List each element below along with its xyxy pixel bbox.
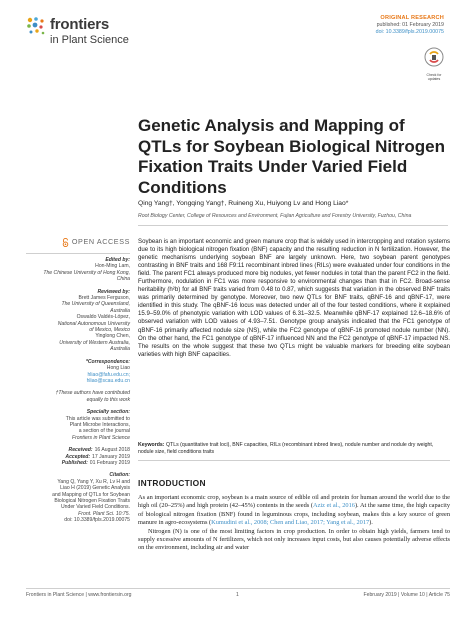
email-link[interactable]: hliao@scau.edu.cn <box>86 377 130 384</box>
specialty-line: This article was submitted to <box>65 415 130 422</box>
dates <box>26 447 130 466</box>
email-link[interactable]: hliao@fafu.edu.cn; <box>87 371 130 378</box>
reviewed-by <box>26 289 130 353</box>
received-label: Received: <box>68 447 93 454</box>
editor-name: Hon-Ming Lam, <box>95 263 130 270</box>
published-label: Published: <box>61 459 88 466</box>
edited-by-heading: Edited by: <box>105 257 130 263</box>
divider <box>138 225 448 226</box>
citation-line: Liao H (2019) Genetic Analysis <box>60 485 130 492</box>
reviewer-country: Australia <box>110 307 130 314</box>
check-updates-label: Check for updates <box>426 73 442 81</box>
open-access-label: OPEN ACCESS <box>71 237 130 247</box>
article-sidebar <box>26 238 130 530</box>
doi-link[interactable]: doi: 10.3389/fpls.2019.00075 <box>375 29 444 35</box>
divider <box>26 588 450 589</box>
reviewer-name: Brett James Ferguson, <box>78 295 130 302</box>
open-lock-icon <box>62 238 69 247</box>
citation-heading: Citation: <box>109 472 130 479</box>
text-run: ). <box>369 519 373 527</box>
citation-line: and Mapping of QTLs for Soybean <box>52 491 130 498</box>
equal-contribution-note <box>26 390 130 403</box>
keywords-list: QTLs (quantitative trait loci), BNF capacities, RILs (recombinant inbred lines), nodule number and nodule dry weight, nodule size, field conditions traits <box>138 442 434 455</box>
published-date: 01 February 2019 <box>89 459 130 466</box>
citation-line: Under Varied Field Conditions. <box>61 504 130 511</box>
note-line: equally to this work <box>86 396 130 403</box>
specialty-line: Plant Microbe Interactions, <box>69 421 130 428</box>
keywords-label: Keywords: <box>138 442 165 448</box>
journal-logo[interactable] <box>26 14 206 54</box>
affiliation: Root Biology Center, College of Resources and Environment, Fujian Agriculture and Forestry University, Fuzhou, China <box>138 213 412 219</box>
divider <box>26 253 130 254</box>
footer-issue-info: February 2019 | Volume 10 | Article 75 <box>363 592 450 598</box>
edited-by <box>26 257 130 283</box>
article-meta <box>376 15 444 36</box>
corresponding-author: Hong Liao <box>106 365 130 372</box>
paragraph: Nitrogen (N) is one of the most limiting factors in crop production. In order to obtain high yields, farmers tend to supply excessive amounts of N fertilizers, which not only increases input costs, but also causes potentially adverse effects on the environment, including air and water <box>138 527 450 552</box>
reviewer-affiliation: The University of Queensland, <box>61 301 130 308</box>
specialty-section <box>26 409 130 441</box>
editor-country: China <box>116 276 130 283</box>
citation-line: Biological Nitrogen Fixation Traits <box>54 498 130 504</box>
accepted-date: 17 January 2019 <box>92 453 130 460</box>
citation-line: Yang Q, Yang Y, Xu R, Lv H and <box>57 478 130 485</box>
check-updates-icon <box>424 47 444 67</box>
journal-name: in Plant Science <box>50 34 129 46</box>
page-number: 1 <box>236 592 239 598</box>
reviewer-country: Australia <box>110 346 130 353</box>
published-row <box>26 460 130 466</box>
citation-line: doi: 10.3389/fpls.2019.00075 <box>64 517 130 524</box>
reviewed-by-heading: Reviewed by: <box>97 288 130 295</box>
citation-line: Front. Plant Sci. 10:75. <box>78 510 130 517</box>
brand-name: frontiers <box>50 16 110 33</box>
text-run: ). At the same time, the high capacity of biological nitrogen fixation (BNF) found in leguminous crops, including soybean, makes this a key source of green manure in agro-ecosystems ( <box>138 502 450 527</box>
divider <box>138 460 450 461</box>
author-list[interactable]: Qing Yang†, Yongqing Yang†, Ruineng Xu, Huiyong Lv and Hong Liao* <box>138 200 349 207</box>
article-title: Genetic Analysis and Mapping of QTLs for Soybean Biological Nitrogen Fixation Traits Under Varied Field Conditions <box>138 116 445 197</box>
specialty-line: a section of the journal <box>78 428 130 435</box>
specialty-heading: Specialty section: <box>86 409 130 416</box>
introduction-body <box>138 494 450 553</box>
note-line: †These authors have contributed <box>55 390 130 397</box>
received-date: 16 August 2018 <box>94 447 130 454</box>
specialty-line: Frontiers in Plant Science <box>71 434 130 441</box>
reviewer-name: Oswaldo Valdés-López, <box>76 314 130 321</box>
accepted-label: Accepted: <box>65 453 91 460</box>
reviewer-name: Yinglong Chen, <box>95 333 130 340</box>
citation <box>26 472 130 523</box>
paragraph <box>138 494 450 528</box>
reviewer-affiliation: University of Western Australia, <box>59 339 130 346</box>
citation-link[interactable]: Aziz et al., 2016 <box>312 502 355 510</box>
check-updates-button[interactable] <box>422 47 446 81</box>
abstract: Soybean is an important economic and green manure crop that is widely used in intercropping and rotation systems due to its high biological nitrogen fixation (BNF) capacity and the resulting reduction in N fertilization. However, the genetic mechanisms underlying soybean BNF are largely unknown. Here, two soybean parent genotypes contrasting in BNF traits and 168 F9:11 recombinant inbred lines (RILs) were evaluated under four conditions in the field. The parent FC1 always produced more big nodules, yet fewer nodules in total than the parent FC2 in the field. Furthermore, nodulation in FC1 was more responsive to environmental changes than that in FC2. Broad-sense heritability (h²b) for all BNF traits varied from 0.48 to 0.87, which suggests that variation in the observed BNF traits was primarily determined by genotype. Moreover, two new QTLs for BNF traits, qBNF-16 and qBNF-17, were identified in this study. The qBNF-16 locus was detected under all of the four tested conditions, where it explained 15.9–59.0% of phenotypic variation with LOD values of 6.31–32.5. Meanwhile qBNF-17 explained 12.6–18.6% of observed variation with LOD values of 4.93–7.51. Genotype group analysis indicated that the FC1 genotype of qBNF-16 primarily affected nodule size (NS), while the FC2 genotype of qBNF-16 promoted nodule number (NN). On the other hand, the FC1 genotype of qBNF-17 influenced NN and the FC2 genotype of qBNF-17 impacted NS. The results on the whole suggest that these two QTLs might be valuable markers for breeding elite soybean varieties with high BNF capacities. <box>138 238 450 358</box>
keywords <box>138 442 450 456</box>
frontiers-logo-icon <box>26 16 46 36</box>
reviewer-affiliation: National Autonomous University <box>57 320 130 327</box>
citation-link[interactable]: Kumudini et al., 2008; Chen and Liao, 2017; Yang et al., 2017 <box>211 519 370 527</box>
published-date: published: 01 February 2019 <box>376 22 444 28</box>
correspondence-heading: *Correspondence: <box>85 358 130 365</box>
section-heading: INTRODUCTION <box>138 478 206 488</box>
correspondence <box>26 359 130 385</box>
article-type: ORIGINAL RESEARCH <box>380 15 444 21</box>
text-run: As an important economic crop, soybean is a main source of edible oil and protein for human around the world due to the high oil (20–25%) and high protein (42–45%) contents in the seeds ( <box>138 494 450 510</box>
reviewer-country: of Mexico, Mexico <box>89 327 130 334</box>
open-access-badge[interactable] <box>26 238 130 247</box>
editor-affiliation: The Chinese University of Hong Kong, <box>43 269 130 276</box>
footer-journal-link[interactable]: Frontiers in Plant Science | www.frontiersin.org <box>26 592 132 598</box>
